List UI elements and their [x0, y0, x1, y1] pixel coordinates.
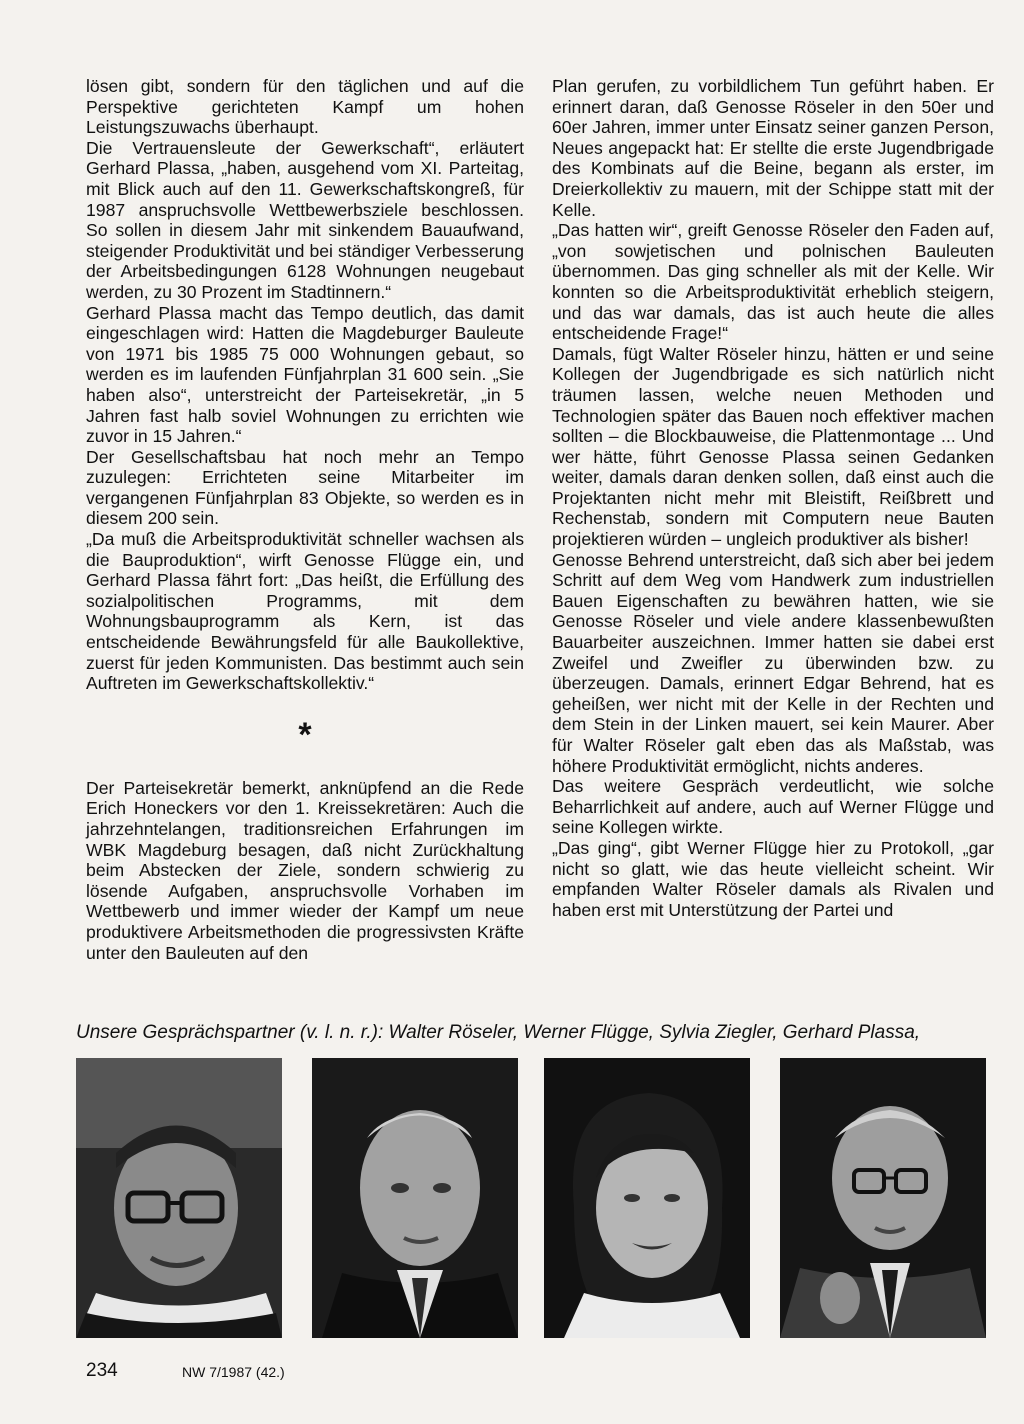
paragraph: „Das ging“, gibt Werner Flügge hier zu Protokoll, „gar nicht so glatt, wie das heute vielleicht scheint. Wir empfanden Walter Röseler damals als Rivalen und haben erst mit Unterstützung der Partei und	[552, 837, 994, 920]
portrait-photo-4	[780, 1058, 986, 1338]
paragraph: Die Vertrauensleute der Gewerkschaft“, erläutert Gerhard Plassa, „haben, ausgehend vom XI. Parteitag, mit Blick auch auf den 11. Gewerkschaftskongreß, für 1987 anspruchsvolle Wettbewerbsziele beschlossen. So sollen in diesem Jahr mit sinkendem Bauaufwand, steigender Produktivität und bei ständiger Verbesserung der Arbeitsbedingungen 6128 Wohnungen neugebaut werden, zu 30 Prozent im Stadtinnern.“	[86, 137, 524, 302]
publication-source: NW 7/1987 (42.)	[182, 1364, 285, 1380]
paragraph: Das weitere Gespräch verdeutlicht, wie solche Beharrlichkeit auf andere, auch auf Werner Flügge und seine Kollegen wirkte.	[552, 776, 994, 838]
photo-caption: Unsere Gesprächspartner (v. l. n. r.): Walter Röseler, Werner Flügge, Sylvia Ziegler, Gerhard Plassa,	[76, 1022, 921, 1043]
paragraph: Plan gerufen, zu vorbildlichem Tun geführt haben. Er erinnert daran, daß Genosse Röseler in den 50er und 60er Jahren, immer unter Einsatz seiner ganzen Person, Neues angepackt hat: Er stellte die erste Jugendbrigade des Kombinats auf die Beine, begann als erster, im Dreierkollektiv zu mauern, mit der Schippe statt mit der Kelle.	[552, 76, 994, 220]
paragraph: lösen gibt, sondern für den täglichen und auf die Perspektive gerichteten Kampf um hohen Leistungszuwachs überhaupt.	[86, 76, 524, 138]
paragraph: „Da muß die Arbeitsproduktivität schneller wachsen als die Bauproduktion“, wirft Genosse Flügge ein, und Gerhard Plassa fährt fort: „Das heißt, die Erfüllung des sozialpolitischen Programms, mit dem Wohnungsbauprogramm als Kern, ist das entscheidende Bewährungsfeld für alle Baukollektive, zuerst für jeden Kommunisten. Das bestimmt auch sein Auftreten im Gewerkschaftskollektiv.“	[86, 529, 524, 694]
page-number: 234	[86, 1360, 118, 1381]
paragraph: Der Gesellschaftsbau hat noch mehr an Tempo zuzulegen: Errichteten seine Mitarbeiter im vergangenen Fünfjahrplan 83 Objekte, so werden es in diesem 200 sein.	[86, 446, 524, 529]
portrait-photo-1	[76, 1058, 282, 1338]
right-column	[552, 76, 994, 920]
portrait-photo-2	[312, 1058, 518, 1338]
paragraph: Damals, fügt Walter Röseler hinzu, hätten er und seine Kollegen der Jugendbrigade es sich natürlich nicht träumen lassen, welche neuen Methoden und Technologien später das Bauen noch effektiver machen sollten – die Blockbauweise, die Plattenmontage ... Und wer hätte, führt Genosse Plassa seinen Gedanken weiter, damals daran denken sollen, daß einst auch die Projektanten nicht mehr mit Bleistift, Reißbrett und Rechenstab, sondern mit Computern neue Bauten projektieren würden – ungleich produktiver als bisher!	[552, 343, 994, 550]
portrait-photo-3	[544, 1058, 750, 1338]
paragraph: Der Parteisekretär bemerkt, anknüpfend an die Rede Erich Honeckers vor den 1. Kreissekretären: Auch die jahrzehntelangen, traditionsreichen Erfahrungen im WBK Magdeburg besagen, daß nicht Zurückhaltung beim Abstecken der Ziele, sondern schwierig zu lösende Aufgaben, anspruchsvolle Vorhaben im Wettbewerb und immer wieder der Kampf um neue produktivere Arbeitsmethoden die progressivsten Kräfte unter den Bauleuten auf den	[86, 777, 524, 963]
paragraph: Genosse Behrend unterstreicht, daß sich aber bei jedem Schritt auf dem Weg vom Handwerk zum industriellen Bauen Eigenschaften zu bewähren hatten, wie sie Genosse Röseler und viele andere klassenbewußten Bauarbeiter auszeichnen. Immer hatten sie dabei erst Zweifel und Zweifler zu überwinden bzw. zu überzeugen. Damals, erinnert Edgar Behrend, hat es geheißen, wer nicht mit der Kelle in der Rechten und dem Stein in der Linken mauert, sei kein Maurer. Aber für Walter Röseler galt eben das als Maßstab, was höhere Produktivität ermöglicht, nichts anderes.	[552, 549, 994, 776]
paragraph: „Das hatten wir“, greift Genosse Röseler den Faden auf, „von sowjetischen und polnischen Bauleuten übernommen. Das ging schneller als mit der Kelle. Wir konnten so die Arbeitsproduktivität erheblich steigern, und das war damals, das ist auch heute die alles entscheidende Frage!“	[552, 220, 994, 344]
section-separator: *	[298, 715, 312, 754]
paragraph: Gerhard Plassa macht das Tempo deutlich, das damit eingeschlagen wird: Hatten die Magdeburger Bauleute von 1971 bis 1985 75 000 Wohnungen gebaut, so werden es im laufenden Fünfjahrplan 31 600 sein. „Sie haben also“, unterstreicht der Parteisekretär, „in 5 Jahren fast halb soviel Wohnungen zu errichten wie zuvor in 15 Jahren.“	[86, 302, 524, 447]
left-column	[86, 76, 524, 963]
